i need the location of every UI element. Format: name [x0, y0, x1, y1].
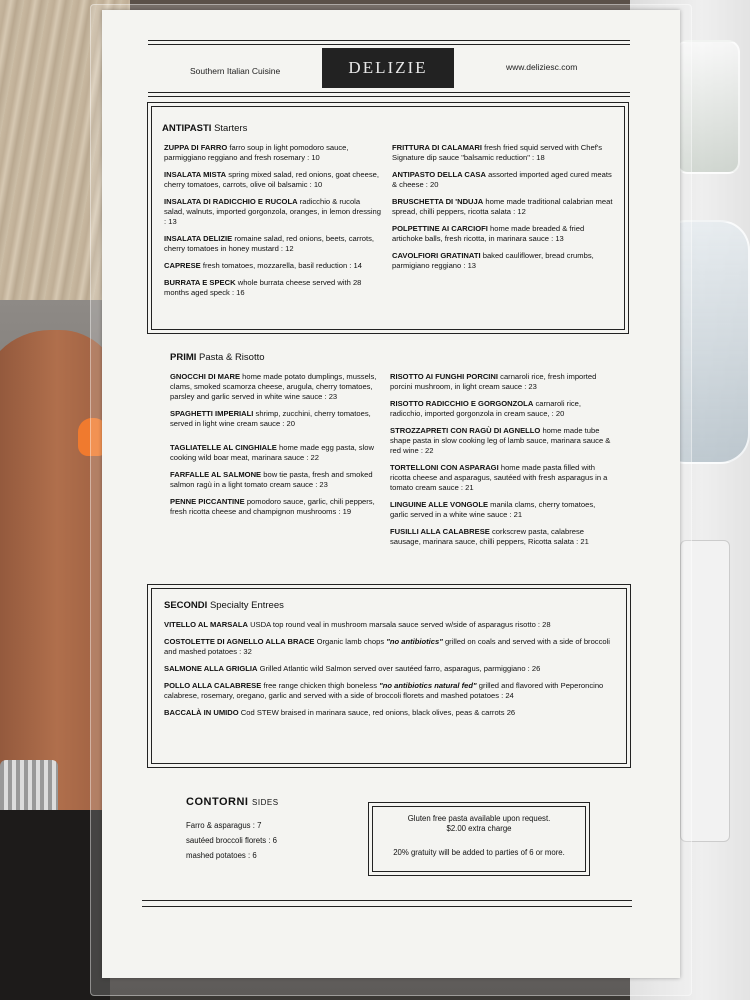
list-item: PENNE PICCANTINE pomodoro sauce, garlic, chili peppers, fresh ricotta cheese and champignon mushrooms : 19 — [170, 497, 375, 516]
list-item: LINGUINE ALLE VONGOLE manila clams, cherry tomatoes, garlic served in a white wine sauce : 21 — [390, 500, 596, 519]
list-item: COSTOLETTE DI AGNELLO ALLA BRACE Organic lamb chops "no antibiotics" grilled on coals and served with a side of broccoli and mashed potatoes : 32 — [164, 637, 610, 656]
list-item: SPAGHETTI IMPERIALI shrimp, zucchini, cherry tomatoes, served in light wine cream sauce : 20 — [170, 409, 371, 428]
secondi-title: SECONDI Specialty Entrees — [164, 600, 284, 611]
list-item: ANTIPASTO DELLA CASA assorted imported aged cured meats & cheese : 20 — [392, 170, 612, 189]
footer-rule-2 — [142, 906, 632, 907]
list-item: INSALATA MISTA spring mixed salad, red onions, goat cheese, cherry tomatoes, carrots, olive oil balsamic : 10 — [164, 170, 379, 189]
list-item: RISOTTO RADICCHIO E GORGONZOLA carnaroli rice, radicchio, imported gorgonzola in cream sauce, : 20 — [390, 399, 582, 418]
list-item: FARFALLE AL SALMONE bow tie pasta, fresh and smoked salmon ragù in a light tomato cream sauce : 23 — [170, 470, 373, 489]
list-item: SALMONE ALLA GRIGLIA Grilled Atlantic wild Salmon served over sautéed farro, asparagus, parmiggiano : 26 — [164, 664, 541, 673]
secondi-list — [164, 620, 620, 725]
list-item: VITELLO AL MARSALA USDA top round veal in mushroom marsala sauce served w/side of asparagus risotto : 28 — [164, 620, 551, 629]
antipasti-title: ANTIPASTI Starters — [162, 123, 248, 134]
contorni-title: CONTORNI SIDES — [186, 796, 279, 808]
list-item: sautéed broccoli florets : 6 — [186, 836, 278, 845]
list-item: POLLO ALLA CALABRESE free range chicken thigh boneless "no antibiotics natural fed" grilled and flavored with Peperoncino calabrese, rosemary, oregano, garlic and served with a side of broccoli florets and mashed potatoes : 24 — [164, 681, 604, 700]
antipasti-left-column — [164, 143, 382, 305]
brand-logo: DELIZIE — [322, 48, 454, 88]
list-item: GNOCCHI DI MARE home made potato dumplings, mussels, clams, smoked scamorza cheese, arugula, cherry tomatoes, parsley and garlic served in white wine sauce : 23 — [170, 372, 377, 401]
header-rule-top — [148, 40, 630, 41]
header-rule-bottom-2 — [148, 96, 630, 97]
contorni-list — [186, 818, 277, 863]
list-item: TORTELLONI CON ASPARAGI home made pasta filled with ricotta cheese and asparagus, sautéed with fresh asparagus in a tomato cream sauce : 21 — [390, 463, 608, 492]
primi-title: PRIMI Pasta & Risotto — [170, 352, 265, 363]
list-item: Farro & asparagus : 7 — [186, 821, 262, 830]
gratuity-notice: 20% gratuity will be added to parties of 6 or more. — [393, 848, 565, 857]
menu-sheet — [102, 10, 680, 978]
list-item: BACCALÀ IN UMIDO Cod STEW braised in marinara sauce, red onions, black olives, peas & carrots 26 — [164, 708, 516, 717]
list-item: STROZZAPRETI CON RAGÙ DI AGNELLO home made tube shape pasta in slow cooking leg of lamb sauce, marinara sauce & red wine : 22 — [390, 426, 611, 455]
list-item: POLPETTINE AI CARCIOFI home made breaded & fried artichoke balls, fresh ricotta, in marinara sauce : 13 — [392, 224, 585, 243]
list-item: INSALATA DI RADICCHIO E RUCOLA radicchio & rucola salad, walnuts, imported gorgonzola, oranges, in lemon dressing : 13 — [164, 197, 381, 226]
list-item: CAPRESE fresh tomatoes, mozzarella, basil reduction : 14 — [164, 261, 362, 270]
list-item: ZUPPA DI FARRO farro soup in light pomodoro sauce, parmiggiano reggiano and fresh rosemary : 10 — [164, 143, 349, 162]
list-item: FRITTURA DI CALAMARI fresh fried squid served with Chef's Signature dip sauce "balsamic reduction" : 18 — [392, 143, 603, 162]
gluten-free-notice: Gluten free pasta available upon request. $2.00 extra charge — [407, 814, 551, 833]
list-item: RISOTTO AI FUNGHI PORCINI carnaroli rice, fresh imported porcini mushroom, in light cream sauce : 23 — [390, 372, 597, 391]
list-item: mashed potatoes : 6 — [186, 851, 257, 860]
list-item: BRUSCHETTA DI 'NDUJA home made traditional calabrian meat spread, chilli peppers, ricotta salata : 12 — [392, 197, 613, 216]
list-item: TAGLIATELLE AL CINGHIALE home made egg pasta, slow cooking wild boar meat, marinara sauce : 22 — [170, 443, 374, 462]
footer-rule-1 — [142, 900, 632, 901]
list-item: BURRATA E SPECK whole burrata cheese served with 28 months aged speck : 16 — [164, 278, 362, 297]
header-rule-bottom — [148, 92, 630, 93]
header-rule-top-2 — [148, 44, 630, 45]
list-item: INSALATA DELIZIE romaine salad, red onions, beets, carrots, cherry tomatoes in honey mustard : 12 — [164, 234, 375, 253]
primi-left-column — [170, 372, 384, 524]
primi-right-column — [390, 372, 614, 554]
list-item: CAVOLFIORI GRATINATI baked cauliflower, bread crumbs, parmigiano reggiano : 13 — [392, 251, 594, 270]
website: www.deliziesc.com — [506, 62, 578, 72]
tagline: Southern Italian Cuisine — [190, 66, 281, 76]
antipasti-right-column — [392, 143, 614, 278]
list-item: FUSILLI ALLA CALABRESE corkscrew pasta, calabrese sausage, marinara sauce, chilli peppers, Ricotta salata : 21 — [390, 527, 589, 546]
